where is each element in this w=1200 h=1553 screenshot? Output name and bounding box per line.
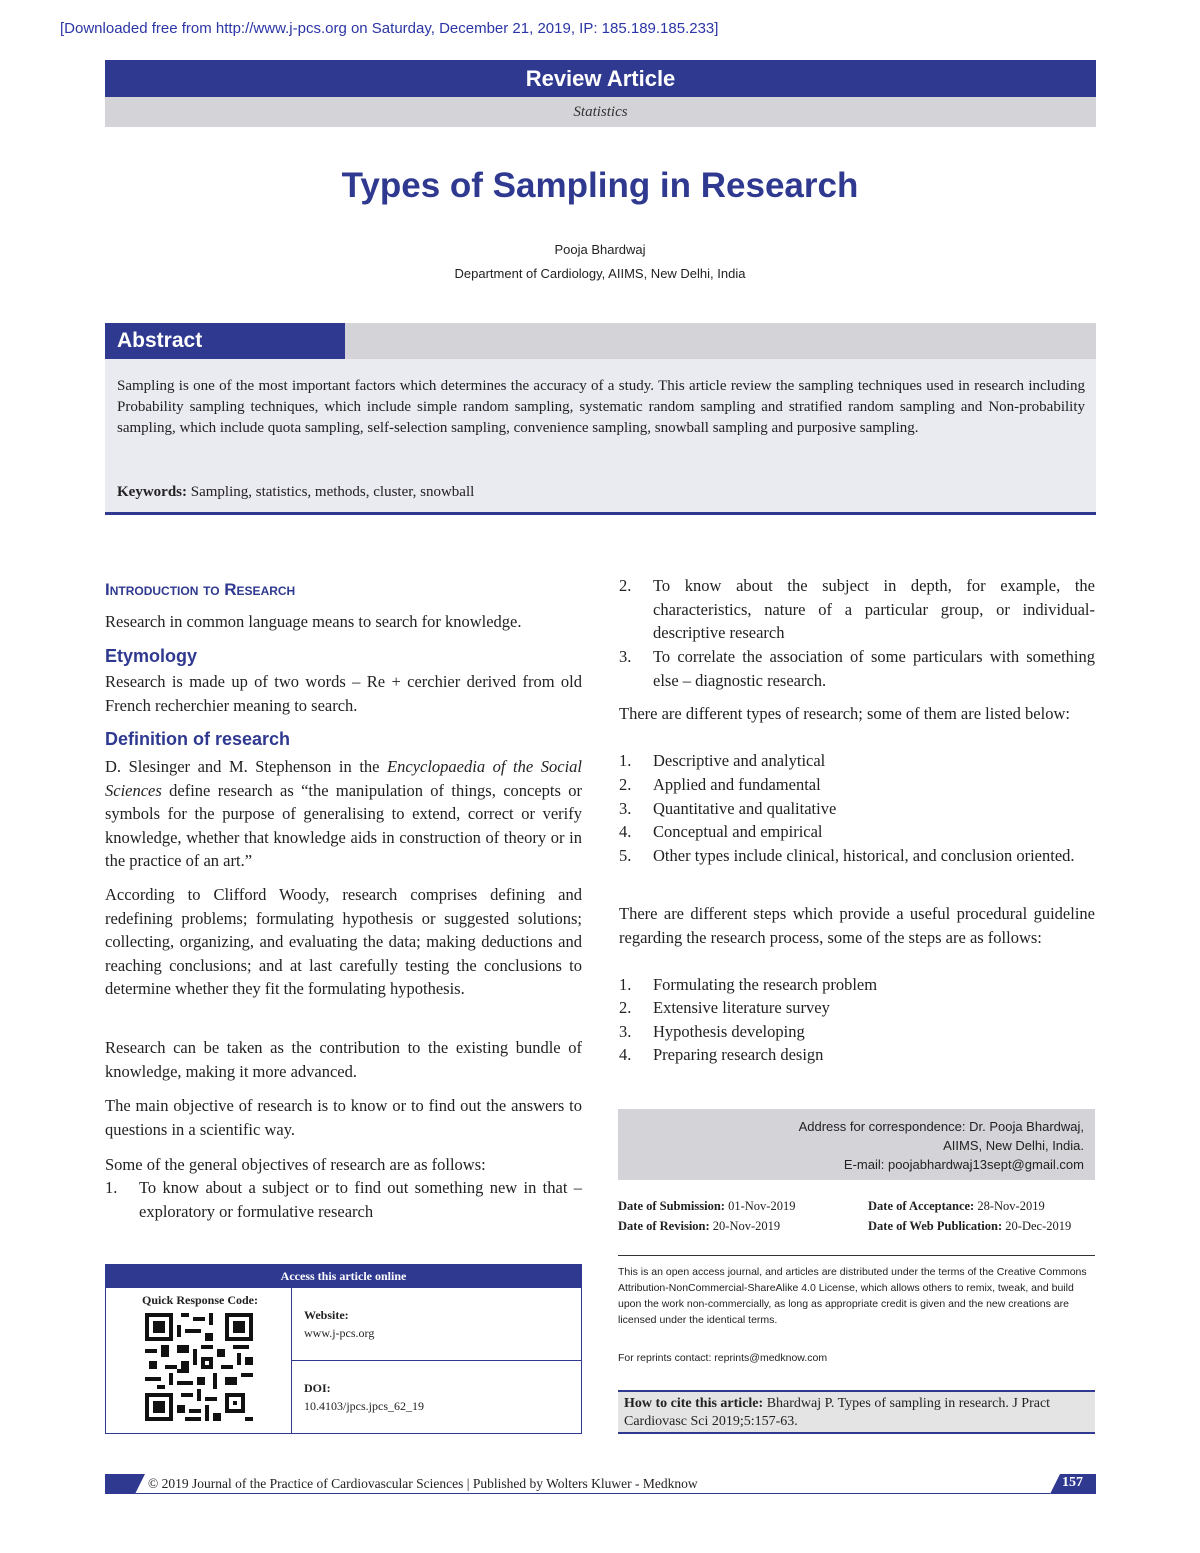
- item-number: 2.: [619, 775, 632, 794]
- item-number: 3.: [619, 647, 632, 666]
- correspondence-line: Address for correspondence: Dr. Pooja Bhardwaj,: [798, 1119, 1084, 1134]
- item-number: 2.: [619, 998, 632, 1017]
- item-text: Preparing research design: [653, 1045, 824, 1064]
- date-value: 20-Dec-2019: [1005, 1219, 1072, 1233]
- list-item: [619, 844, 1095, 868]
- date-label: Date of Revision:: [618, 1219, 710, 1233]
- author-name: Pooja Bhardwaj: [554, 242, 646, 257]
- date-revision: [618, 1219, 780, 1234]
- item-number: 3.: [619, 799, 632, 818]
- item-number: 5.: [619, 846, 632, 865]
- types-intro: There are different types of research; some of them are listed below:: [619, 704, 1070, 723]
- date-value: 20-Nov-2019: [712, 1219, 781, 1233]
- list-item: [619, 1043, 1095, 1067]
- item-text: Hypothesis developing: [653, 1022, 805, 1041]
- item-text: Other types include clinical, historical, and conclusion oriented.: [653, 846, 1075, 865]
- abstract-text: Sampling is one of the most important factors which determines the accuracy of a study. This article review the sampling techniques used in research including Probability sampling techniques, which include simple random sampling, systematic random sampling and stratified random sampling and Non-probability sampling, which include quota sampling, self-selection sampling, convenience sampling, snowball sampling and purposive sampling.: [117, 378, 1085, 436]
- steps-intro: There are different steps which provide a useful procedural guideline regarding the research process, some of the steps are as follows:: [619, 904, 1095, 947]
- item-text: Quantitative and qualitative: [653, 799, 837, 818]
- correspondence-line: AIIMS, New Delhi, India.: [943, 1138, 1084, 1153]
- item-text: To correlate the association of some particulars with something else – diagnostic research.: [653, 647, 1095, 690]
- list-item: [619, 773, 1095, 797]
- item-number: 4.: [619, 822, 632, 841]
- item-text: Conceptual and empirical: [653, 822, 823, 841]
- definition-pre: D. Slesinger and M. Stephenson in the: [105, 757, 388, 776]
- etymology-heading: Etymology: [105, 646, 198, 666]
- objective-item: [619, 574, 1095, 645]
- citation-box: [618, 1390, 1095, 1434]
- citation-label: How to cite this article:: [624, 1396, 764, 1411]
- author-affiliation: Department of Cardiology, AIIMS, New Delhi, India: [454, 266, 746, 281]
- reprints-contact: For reprints contact: reprints@medknow.com: [618, 1352, 828, 1364]
- list-item: [619, 820, 1095, 844]
- paragraph-objective: The main objective of research is to know or to find out the answers to questions in a scientific way.: [105, 1096, 582, 1139]
- item-number: 1.: [105, 1178, 118, 1197]
- date-web-publication: [868, 1219, 1071, 1234]
- item-number: 1.: [619, 975, 632, 994]
- list-item: [619, 797, 1095, 821]
- website-label: Website:: [304, 1308, 349, 1322]
- license-text: This is an open access journal, and articles are distributed under the terms of the Creative Commons Attribution-NonCommercial-ShareAlike 4.0 License, which allows others to remix, tweak, and build upon the work non-commercially, as long as appropriate credit is given and the new creations are licensed under the identical terms.: [618, 1255, 1095, 1328]
- intro-text: Research in common language means to search for knowledge.: [105, 612, 522, 631]
- download-notice: [Downloaded free from http://www.j-pcs.org on Saturday, December 21, 2019, IP: 185.189.185.233]: [60, 20, 719, 37]
- item-number: 1.: [619, 751, 632, 770]
- date-submission: [618, 1199, 795, 1214]
- date-value: 28-Nov-2019: [977, 1199, 1045, 1213]
- etymology-text: Research is made up of two words – Re + cerchier derived from old French recherchier meaning to search.: [105, 672, 582, 715]
- qr-code-icon: [145, 1313, 253, 1421]
- definition-text: [105, 755, 582, 873]
- intro-heading: Introduction to Research: [105, 580, 296, 599]
- access-divider-horizontal: [291, 1360, 582, 1361]
- date-value: 01-Nov-2019: [728, 1199, 796, 1213]
- paragraph-contribution: Research can be taken as the contribution to the existing bundle of knowledge, making it more advanced.: [105, 1038, 582, 1081]
- section-label: Statistics: [105, 97, 1096, 127]
- item-text: To know about the subject in depth, for example, the characteristics, nature of a particular group, or individual-descriptive research: [653, 576, 1095, 642]
- abstract-heading: Abstract: [105, 323, 345, 359]
- website-link[interactable]: www.j-pcs.org: [304, 1326, 375, 1340]
- page-number: 157: [1062, 1475, 1083, 1490]
- keywords-text: Sampling, statistics, methods, cluster, snowball: [190, 484, 475, 500]
- item-number: 3.: [619, 1022, 632, 1041]
- article-title: Types of Sampling in Research: [341, 166, 859, 205]
- item-number: 2.: [619, 576, 632, 595]
- item-text: Formulating the research problem: [653, 975, 878, 994]
- keywords-label: Keywords:: [117, 484, 187, 500]
- list-item: [619, 1020, 1095, 1044]
- objective-item: [619, 645, 1095, 692]
- access-divider-vertical: [291, 1288, 292, 1434]
- paragraph-general-objectives: Some of the general objectives of research are as follows:: [105, 1155, 486, 1174]
- doi-label: DOI:: [304, 1381, 331, 1395]
- date-label: Date of Submission:: [618, 1199, 725, 1213]
- article-type-band: Review Article: [105, 60, 1096, 97]
- doi-link[interactable]: 10.4103/jpcs.jpcs_62_19: [304, 1399, 424, 1413]
- access-heading: Access this article online: [105, 1264, 582, 1288]
- item-text: Applied and fundamental: [653, 775, 821, 794]
- list-item: [619, 749, 1095, 773]
- objective-item: [105, 1176, 582, 1223]
- item-number: 4.: [619, 1045, 632, 1064]
- citation-text: Bhardwaj P. Types of sampling in research. J Pract Cardiovasc Sci 2019;5:157-63.: [624, 1396, 1051, 1429]
- keywords: [117, 484, 1085, 501]
- date-label: Date of Web Publication:: [868, 1219, 1003, 1233]
- paragraph-woody: According to Clifford Woody, research comprises defining and redefining problems; formulating hypothesis or suggested solutions; collecting, organizing, and evaluating the data; making deductions and reaching conclusions; and at last carefully testing the conclusions to determine whether they fit the formulating hypothesis.: [105, 885, 582, 998]
- definition-heading: Definition of research: [105, 729, 291, 749]
- definition-post: define research as “the manipulation of things, concepts or symbols for the purpose of generalising to extend, correct or verify knowledge, whether that knowledge aids in construction of theory or in the practice of an art.”: [105, 780, 582, 870]
- date-acceptance: [868, 1199, 1045, 1214]
- list-item: [619, 996, 1095, 1020]
- correspondence-text: [618, 1117, 1084, 1174]
- qr-label: Quick Response Code:: [141, 1293, 258, 1307]
- footer-text: © 2019 Journal of the Practice of Cardiovascular Sciences | Published by Wolters Kluwer - Medknow: [148, 1476, 698, 1491]
- item-text: To know about a subject or to find out something new in that – exploratory or formulative research: [139, 1178, 582, 1221]
- correspondence-email[interactable]: E-mail: poojabhardwaj13sept@gmail.com: [843, 1157, 1084, 1172]
- date-label: Date of Acceptance:: [868, 1199, 975, 1213]
- item-text: Extensive literature survey: [653, 998, 830, 1017]
- list-item: [619, 973, 1095, 997]
- definition-source: Encyclopaedia of the Social Sciences: [105, 757, 582, 800]
- item-text: Descriptive and analytical: [653, 751, 826, 770]
